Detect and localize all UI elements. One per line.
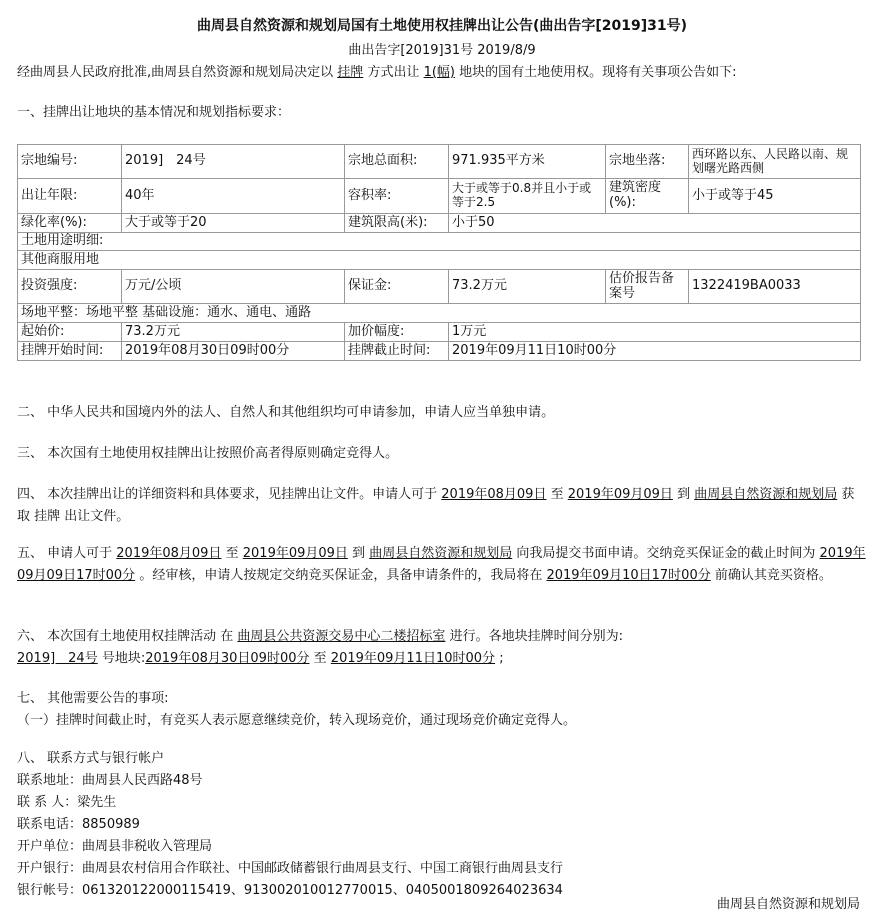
section7-heading: 七、 其他需要公告的事项: [17, 691, 169, 706]
page-subtitle: 曲出告字[2019]31号 2019/8/9 [348, 43, 536, 58]
s5-confirm-deadline: 2019年09月10日17时00分 [546, 568, 711, 583]
s6-time-start: 2019年08月30日09时00分 [145, 651, 310, 666]
contact-address: 联系地址：曲周县人民西路48号 [17, 773, 203, 788]
s6-text: 进行。各地块挂牌时间分别为: [449, 629, 623, 644]
account-number: 银行帐号：061320122000115419、913002010012770015、0405001809264023634 [17, 883, 563, 898]
table-cell: 容积率: [345, 179, 449, 214]
s5-text: 五、 申请人可于 [17, 546, 113, 561]
s6-text: ; [499, 651, 504, 666]
intro-text-2: 方式出让 [367, 65, 420, 80]
table-cell: 起始价: [18, 323, 122, 342]
s6-text: 六、 本次国有土地使用权挂牌活动 在 [17, 629, 234, 644]
s6-text: 至 [313, 651, 327, 666]
s5-text: 向我局提交书面申请。交纳竞买保证金的截止时间为 [516, 546, 816, 561]
s4-date-end: 2019年09月09日 [567, 487, 673, 502]
table-cell: 绿化率(%): [18, 214, 122, 233]
table-cell: 2019年09月11日10时00分 [449, 342, 861, 361]
table-cell: 挂牌开始时间: [18, 342, 122, 361]
table-row [18, 323, 861, 342]
s5-text: 前确认其竞买资格。 [714, 568, 832, 583]
table-row [18, 270, 861, 304]
table-cell: 宗地坐落: [606, 145, 689, 179]
account-bank: 开户银行：曲周县农村信用合作联社、中国邮政储蓄银行曲周县支行、中国工商银行曲周县支行 [17, 861, 564, 876]
table-cell: 1万元 [449, 323, 861, 342]
s4-org: 曲周县自然资源和规划局 [694, 487, 838, 502]
intro-mode: 挂牌 [337, 65, 364, 80]
table-row [18, 304, 861, 323]
table-cell: 投资强度: [18, 270, 122, 304]
intro-count: 1(幅) [423, 65, 456, 80]
section7-item: （一）挂牌时间截止时，有竞买人表示愿意继续竞价，转入现场竞价，通过现场竞价确定竞得人。 [17, 713, 577, 728]
table-cell: 971.935平方米 [449, 145, 606, 179]
section8-heading: 八、 联系方式与银行帐户 [17, 751, 165, 766]
s6-text: 号地块: [101, 651, 146, 666]
contact-person: 联 系 人：梁先生 [17, 795, 117, 810]
table-cell: 大于或等于20 [122, 214, 345, 233]
section3-paragraph: 三、 本次国有土地使用权挂牌出让按照价高者得原则确定竞得人。 [17, 446, 399, 461]
table-cell: 土地用途明细: [18, 233, 861, 251]
table-cell: 加价幅度: [345, 323, 449, 342]
table-cell: 宗地总面积: [345, 145, 449, 179]
s6-lot-number: 2019] 24号 [17, 651, 98, 666]
s5-text: 。经审核，申请人按规定交纳竞买保证金，具备申请条件的，我局将在 [139, 568, 543, 583]
account-unit: 开户单位：曲周县非税收入管理局 [17, 839, 213, 854]
s5-text: 到 [352, 546, 366, 561]
table-cell: 西环路以东、人民路以南、规划曙光路西侧 [689, 145, 861, 179]
table-row [18, 145, 861, 179]
s5-text: 至 [225, 546, 239, 561]
table-cell: 保证金: [345, 270, 449, 304]
table-row [18, 233, 861, 251]
s5-deposit-deadline: 2019年09月09日17时00分 [17, 546, 866, 583]
table-cell: 其他商服用地 [18, 251, 861, 270]
s6-time-end: 2019年09月11日10时00分 [330, 651, 496, 666]
s4-text: 获取 挂牌 出让文件。 [17, 487, 855, 524]
table-cell: 小于50 [449, 214, 861, 233]
s4-date-start: 2019年08月09日 [441, 487, 547, 502]
table-row [18, 251, 861, 270]
section1-heading: 一、挂牌出让地块的基本情况和规划指标要求： [17, 105, 291, 120]
section6-paragraph [17, 626, 867, 670]
s4-text: 四、 本次挂牌出让的详细资料和具体要求，见挂牌出让文件。申请人可于 [17, 487, 438, 502]
s6-place: 曲周县公共资源交易中心二楼招标室 [237, 629, 446, 644]
section7 [17, 688, 867, 732]
s5-org: 曲周县自然资源和规划局 [369, 546, 513, 561]
table-cell: 2019] 24号 [122, 145, 345, 179]
table-cell: 建筑限高(米): [345, 214, 449, 233]
intro-paragraph [17, 64, 877, 83]
table-cell: 73.2万元 [449, 270, 606, 304]
table-cell: 宗地编号: [18, 145, 122, 179]
footer-signature: 曲周县自然资源和规划局 [716, 897, 860, 912]
parcel-info-table [17, 144, 861, 361]
s4-text: 至 [550, 487, 564, 502]
table-row [18, 214, 861, 233]
table-cell: 建筑密度(%): [606, 179, 689, 214]
section8 [17, 748, 867, 902]
table-cell: 小于或等于45 [689, 179, 861, 214]
page-title: 曲周县自然资源和规划局国有土地使用权挂牌出让公告(曲出告字[2019]31号) [196, 18, 688, 34]
table-cell: 2019年08月30日09时00分 [122, 342, 345, 361]
table-row [18, 179, 861, 214]
intro-text-3: 地块的国有土地使用权。现将有关事项公告如下: [459, 65, 737, 80]
s5-date-start: 2019年08月09日 [116, 546, 222, 561]
table-cell: 40年 [122, 179, 345, 214]
section4-paragraph [17, 484, 867, 528]
table-cell: 估价报告备案号 [606, 270, 689, 304]
contact-phone: 联系电话：8850989 [17, 817, 140, 832]
table-cell: 73.2万元 [122, 323, 345, 342]
intro-text-1: 经曲周县人民政府批准,曲周县自然资源和规划局决定以 [17, 65, 334, 80]
table-cell: 出让年限: [18, 179, 122, 214]
s5-date-end: 2019年09月09日 [242, 546, 348, 561]
table-cell: 场地平整：场地平整 基础设施：通水、通电、通路 [18, 304, 861, 323]
section2-paragraph: 二、 中华人民共和国境内外的法人、自然人和其他组织均可申请参加，申请人应当单独申请。 [17, 405, 555, 420]
section5-paragraph [17, 543, 867, 587]
table-cell: 1322419BA0033 [689, 270, 861, 304]
table-row [18, 342, 861, 361]
table-cell: 挂牌截止时间: [345, 342, 449, 361]
s4-text: 到 [677, 487, 691, 502]
table-cell: 大于或等于0.8并且小于或等于2.5 [449, 179, 606, 214]
table-cell: 万元/公顷 [122, 270, 345, 304]
